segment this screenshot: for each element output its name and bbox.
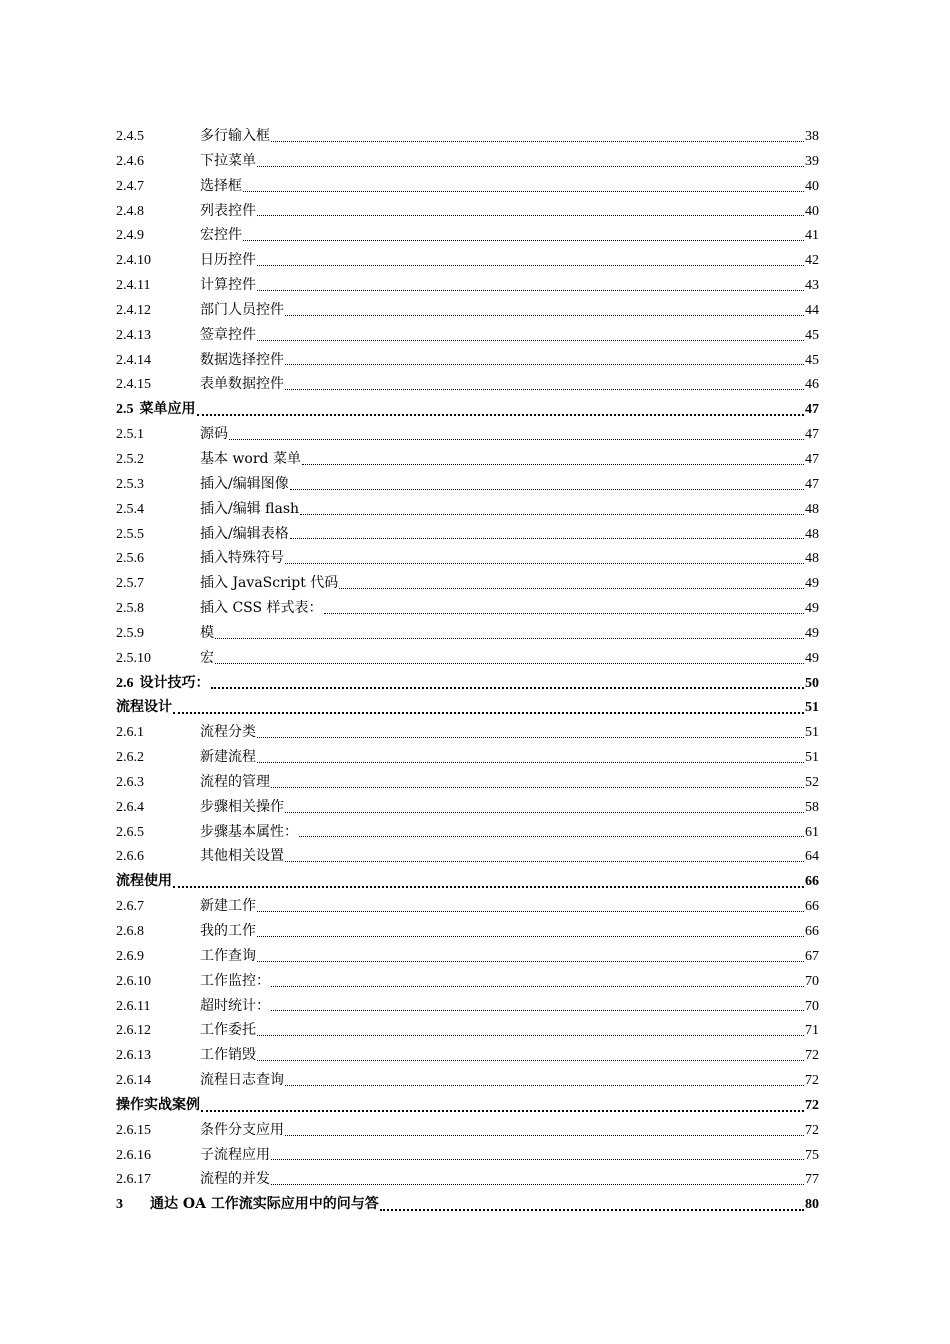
- toc-entry-title: 下拉菜单: [200, 152, 256, 169]
- toc-entry-number: 2.6.9: [116, 948, 144, 964]
- toc-entry-number: 2.5.10: [116, 650, 151, 666]
- toc-entry[interactable]: [116, 795, 819, 820]
- toc-entry-title: 通达 OA 工作流实际应用中的问与答: [150, 1196, 379, 1213]
- toc-entry-number: 2.5.9: [116, 625, 144, 641]
- toc-entry-page-number: 75: [805, 1147, 819, 1163]
- toc-dot-leader: [271, 1167, 804, 1192]
- toc-entry-number: 2.6.8: [116, 924, 144, 939]
- toc-dot-leader: [211, 671, 805, 696]
- toc-entry-page-number: 66: [805, 874, 819, 890]
- toc-entry-page-number: 49: [805, 576, 819, 592]
- toc-entry-number: 2.4.14: [116, 352, 151, 368]
- toc-entry-number: 2.6.15: [116, 1122, 151, 1138]
- toc-entry-number: 2.5.3: [116, 476, 144, 492]
- toc-entry-number: 2.4.11: [116, 278, 151, 294]
- toc-entry[interactable]: [116, 422, 819, 447]
- toc-dot-leader: [215, 646, 804, 671]
- toc-entry-title: 工作监控：: [200, 972, 270, 989]
- toc-entry-title: 插入 JavaScript 代码: [200, 575, 339, 592]
- toc-entry-page-number: 64: [805, 849, 819, 865]
- toc-entry-title: 插入/编辑 flash: [200, 500, 300, 517]
- toc-entry-page-number: 58: [805, 799, 819, 815]
- toc-entry-page-number: 51: [805, 725, 819, 741]
- toc-entry-number: 2.5.4: [116, 501, 144, 517]
- toc-dot-leader: [243, 174, 804, 199]
- toc-entry-title: 模: [200, 624, 214, 641]
- toc-entry-number: 2.4.12: [116, 302, 151, 318]
- toc-entry-title: 流程设计: [116, 699, 172, 716]
- toc-dot-leader: [257, 248, 804, 273]
- toc-entry-title: 多行输入框: [200, 128, 270, 144]
- toc-entry-title: 操作实战案例: [116, 1096, 200, 1113]
- toc-entry-number: 2.4.7: [116, 178, 144, 194]
- toc-entry[interactable]: [116, 546, 819, 571]
- toc-entry-title: 插入/编辑表格: [200, 525, 289, 542]
- toc-entry-number: 2.4.5: [116, 129, 144, 144]
- toc-dot-leader: [257, 273, 804, 298]
- toc-entry-page-number: 47: [805, 451, 819, 467]
- toc-dot-leader: [302, 447, 804, 472]
- toc-entry-title: 工作查询: [200, 947, 256, 964]
- toc-entry-title: 签章控件: [200, 326, 256, 343]
- toc-entry-title: 日历控件: [200, 252, 256, 269]
- toc-entry-title: 子流程应用: [200, 1146, 270, 1163]
- toc-dot-leader: [257, 149, 804, 174]
- toc-entry[interactable]: [116, 298, 819, 323]
- toc-entry-title: 流程使用: [116, 873, 172, 890]
- toc-entry-title: 工作销毁: [200, 1047, 256, 1064]
- table-of-contents: [116, 124, 819, 1217]
- toc-entry-title: 选择框: [200, 177, 242, 194]
- toc-entry[interactable]: [116, 695, 819, 720]
- toc-entry-number: 2.6.3: [116, 774, 144, 790]
- toc-entry-title: 流程日志查询: [200, 1072, 284, 1089]
- toc-entry-number: 2.4.15: [116, 377, 151, 393]
- toc-entry[interactable]: [116, 323, 819, 348]
- toc-entry[interactable]: [116, 596, 819, 621]
- toc-entry-title: 插入 CSS 样式表：: [200, 600, 323, 617]
- toc-entry-title: 表单数据控件: [200, 376, 284, 393]
- toc-entry-page-number: 46: [805, 377, 819, 393]
- toc-entry[interactable]: [116, 621, 819, 646]
- toc-entry[interactable]: [116, 1068, 819, 1093]
- toc-entry[interactable]: [116, 522, 819, 547]
- toc-dot-leader: [201, 1093, 804, 1118]
- toc-entry-title: 我的工作: [200, 923, 256, 939]
- toc-entry-number: 2.6.17: [116, 1172, 151, 1188]
- toc-dot-leader: [271, 969, 804, 994]
- toc-entry-page-number: 48: [805, 501, 819, 517]
- toc-entry-number: 2.6: [116, 675, 134, 691]
- toc-entry-number: 2.6.1: [116, 725, 144, 741]
- toc-entry-title: 源码: [200, 426, 228, 443]
- toc-entry[interactable]: [116, 671, 819, 696]
- toc-entry-page-number: 42: [805, 253, 819, 269]
- toc-entry-number: 2.6.12: [116, 1023, 151, 1039]
- toc-entry-title: 列表控件: [200, 202, 256, 219]
- toc-dot-leader: [324, 596, 804, 621]
- toc-entry[interactable]: [116, 571, 819, 596]
- toc-entry-title: 条件分支应用: [200, 1121, 284, 1138]
- toc-entry-title: 设计技巧：: [139, 674, 210, 691]
- toc-entry-number: 2.6.10: [116, 973, 151, 989]
- toc-entry[interactable]: [116, 447, 819, 472]
- toc-dot-leader: [257, 720, 804, 745]
- toc-entry-number: 2.4.10: [116, 253, 151, 269]
- toc-entry[interactable]: [116, 894, 819, 919]
- toc-entry-number: 2.5.8: [116, 601, 144, 617]
- toc-entry-page-number: 72: [805, 1097, 819, 1113]
- toc-entry-page-number: 45: [805, 327, 819, 343]
- toc-entry[interactable]: [116, 1143, 819, 1168]
- toc-entry-page-number: 52: [805, 774, 819, 790]
- toc-entry-page-number: 71: [805, 1023, 819, 1039]
- toc-entry[interactable]: [116, 944, 819, 969]
- toc-entry-page-number: 72: [805, 1048, 819, 1064]
- toc-dot-leader: [257, 199, 804, 224]
- toc-entry-title: 宏控件: [200, 227, 242, 244]
- toc-entry[interactable]: [116, 1093, 819, 1118]
- toc-entry-title: 其他相关设置: [200, 848, 284, 865]
- toc-dot-leader: [285, 372, 804, 397]
- toc-entry[interactable]: [116, 820, 819, 845]
- toc-entry[interactable]: [116, 174, 819, 199]
- toc-entry-page-number: 51: [805, 750, 819, 766]
- toc-entry-title: 步骤基本属性：: [200, 823, 298, 840]
- toc-entry-page-number: 50: [805, 675, 819, 691]
- toc-entry[interactable]: [116, 397, 819, 422]
- toc-dot-leader: [285, 1068, 804, 1093]
- toc-dot-leader: [285, 298, 804, 323]
- toc-dot-leader: [173, 869, 804, 894]
- toc-entry-title: 新建流程: [200, 749, 256, 766]
- toc-entry[interactable]: [116, 1043, 819, 1068]
- toc-entry[interactable]: [116, 149, 819, 174]
- toc-entry-number: 2.4.13: [116, 327, 151, 343]
- toc-dot-leader: [380, 1192, 804, 1217]
- toc-entry-page-number: 45: [805, 352, 819, 368]
- toc-entry-title: 工作委托: [200, 1022, 256, 1039]
- toc-entry-page-number: 61: [805, 824, 819, 840]
- toc-entry[interactable]: [116, 1167, 819, 1192]
- toc-entry[interactable]: [116, 1118, 819, 1143]
- toc-entry-title: 插入特殊符号: [200, 550, 284, 567]
- toc-dot-leader: [257, 323, 804, 348]
- toc-entry-number: 2.6.6: [116, 849, 144, 865]
- toc-entry[interactable]: [116, 919, 819, 944]
- toc-entry[interactable]: [116, 646, 819, 671]
- toc-entry-number: 2.5.5: [116, 526, 144, 542]
- toc-dot-leader: [257, 894, 804, 919]
- toc-entry-number: 2.6.7: [116, 899, 144, 915]
- toc-dot-leader: [299, 820, 804, 845]
- toc-dot-leader: [285, 348, 804, 373]
- toc-entry-page-number: 47: [805, 427, 819, 443]
- toc-dot-leader: [290, 522, 804, 547]
- toc-dot-leader: [285, 795, 804, 820]
- toc-entry-page-number: 67: [805, 948, 819, 964]
- toc-dot-leader: [257, 1018, 804, 1043]
- toc-entry-title: 部门人员控件: [200, 301, 284, 318]
- toc-entry-number: 2.5: [116, 402, 134, 418]
- toc-dot-leader: [271, 770, 804, 795]
- toc-entry-page-number: 43: [805, 278, 819, 294]
- toc-entry[interactable]: [116, 994, 819, 1019]
- toc-entry-title: 流程分类: [200, 724, 256, 741]
- toc-entry-number: 3: [116, 1197, 123, 1213]
- toc-entry-page-number: 41: [805, 228, 819, 244]
- toc-entry-page-number: 47: [805, 402, 819, 418]
- toc-entry-page-number: 38: [805, 129, 819, 144]
- toc-dot-leader: [243, 223, 804, 248]
- toc-entry[interactable]: [116, 497, 819, 522]
- toc-dot-leader: [290, 472, 804, 497]
- toc-entry-page-number: 49: [805, 601, 819, 617]
- toc-entry[interactable]: [116, 248, 819, 273]
- toc-entry-title: 菜单应用: [139, 401, 196, 418]
- toc-entry[interactable]: [116, 223, 819, 248]
- toc-entry-title: 计算控件: [200, 277, 256, 294]
- toc-dot-leader: [215, 621, 804, 646]
- toc-entry-title: 新建工作: [200, 898, 256, 915]
- toc-entry[interactable]: [116, 770, 819, 795]
- toc-dot-leader: [271, 124, 804, 149]
- toc-dot-leader: [229, 422, 804, 447]
- toc-entry-number: 2.6.4: [116, 799, 144, 815]
- toc-entry[interactable]: [116, 273, 819, 298]
- toc-entry[interactable]: [116, 372, 819, 397]
- toc-entry-page-number: 44: [805, 302, 819, 318]
- toc-entry[interactable]: [116, 124, 819, 149]
- toc-entry-number: 2.6.5: [116, 824, 144, 840]
- toc-entry-page-number: 66: [805, 899, 819, 915]
- toc-entry-number: 2.5.6: [116, 551, 144, 567]
- toc-entry[interactable]: [116, 745, 819, 770]
- toc-dot-leader: [257, 1043, 804, 1068]
- toc-dot-leader: [271, 1143, 804, 1168]
- toc-entry-title: 插入/编辑图像: [200, 475, 289, 492]
- toc-entry-number: 2.6.16: [116, 1147, 151, 1163]
- toc-entry-page-number: 72: [805, 1073, 819, 1089]
- toc-entry[interactable]: [116, 720, 819, 745]
- toc-entry-number: 2.6.13: [116, 1048, 151, 1064]
- toc-entry-number: 2.4.8: [116, 203, 144, 219]
- toc-entry-number: 2.4.9: [116, 228, 144, 244]
- toc-entry-page-number: 77: [805, 1172, 819, 1188]
- toc-entry-title: 步骤相关操作: [200, 798, 284, 815]
- toc-entry-number: 2.5.2: [116, 451, 144, 467]
- toc-entry-number: 2.5.7: [116, 576, 144, 592]
- toc-entry-page-number: 48: [805, 526, 819, 542]
- toc-dot-leader: [271, 994, 804, 1019]
- toc-entry-page-number: 49: [805, 625, 819, 641]
- toc-entry-number: 2.4.6: [116, 153, 144, 169]
- toc-dot-leader: [300, 497, 804, 522]
- toc-entry-title: 数据选择控件: [200, 351, 284, 368]
- toc-entry-page-number: 48: [805, 551, 819, 567]
- toc-entry-page-number: 51: [805, 700, 819, 716]
- toc-entry-number: 2.5.1: [116, 427, 144, 443]
- toc-dot-leader: [339, 571, 804, 596]
- toc-dot-leader: [197, 397, 805, 422]
- toc-entry-page-number: 72: [805, 1122, 819, 1138]
- toc-entry[interactable]: [116, 199, 819, 224]
- toc-entry-page-number: 40: [805, 178, 819, 194]
- toc-entry-number: 2.6.14: [116, 1073, 151, 1089]
- toc-dot-leader: [173, 695, 804, 720]
- toc-entry[interactable]: [116, 869, 819, 894]
- toc-entry-number: 2.6.2: [116, 750, 144, 766]
- toc-entry[interactable]: [116, 348, 819, 373]
- toc-entry-page-number: 47: [805, 476, 819, 492]
- toc-entry-page-number: 66: [805, 924, 819, 939]
- toc-entry-page-number: 70: [805, 998, 819, 1014]
- toc-entry[interactable]: [116, 472, 819, 497]
- toc-entry-page-number: 40: [805, 203, 819, 219]
- toc-dot-leader: [257, 745, 804, 770]
- toc-entry[interactable]: [116, 1192, 819, 1217]
- toc-dot-leader: [285, 1118, 804, 1143]
- toc-dot-leader: [257, 944, 804, 969]
- toc-entry-title: 流程的管理: [200, 773, 270, 790]
- toc-dot-leader: [285, 844, 804, 869]
- toc-dot-leader: [257, 919, 804, 944]
- toc-entry[interactable]: [116, 1018, 819, 1043]
- toc-entry-page-number: 70: [805, 973, 819, 989]
- toc-entry[interactable]: [116, 969, 819, 994]
- toc-dot-leader: [285, 546, 804, 571]
- toc-entry-title: 流程的并发: [200, 1171, 270, 1188]
- toc-entry-title: 超时统计：: [200, 997, 270, 1014]
- toc-entry-number: 2.6.11: [116, 998, 151, 1014]
- toc-entry[interactable]: [116, 844, 819, 869]
- toc-entry-title: 基本 word 菜单: [200, 450, 301, 467]
- toc-entry-title: 宏: [200, 649, 214, 666]
- toc-entry-page-number: 39: [805, 153, 819, 169]
- toc-entry-page-number: 49: [805, 650, 819, 666]
- toc-entry-page-number: 80: [805, 1197, 819, 1213]
